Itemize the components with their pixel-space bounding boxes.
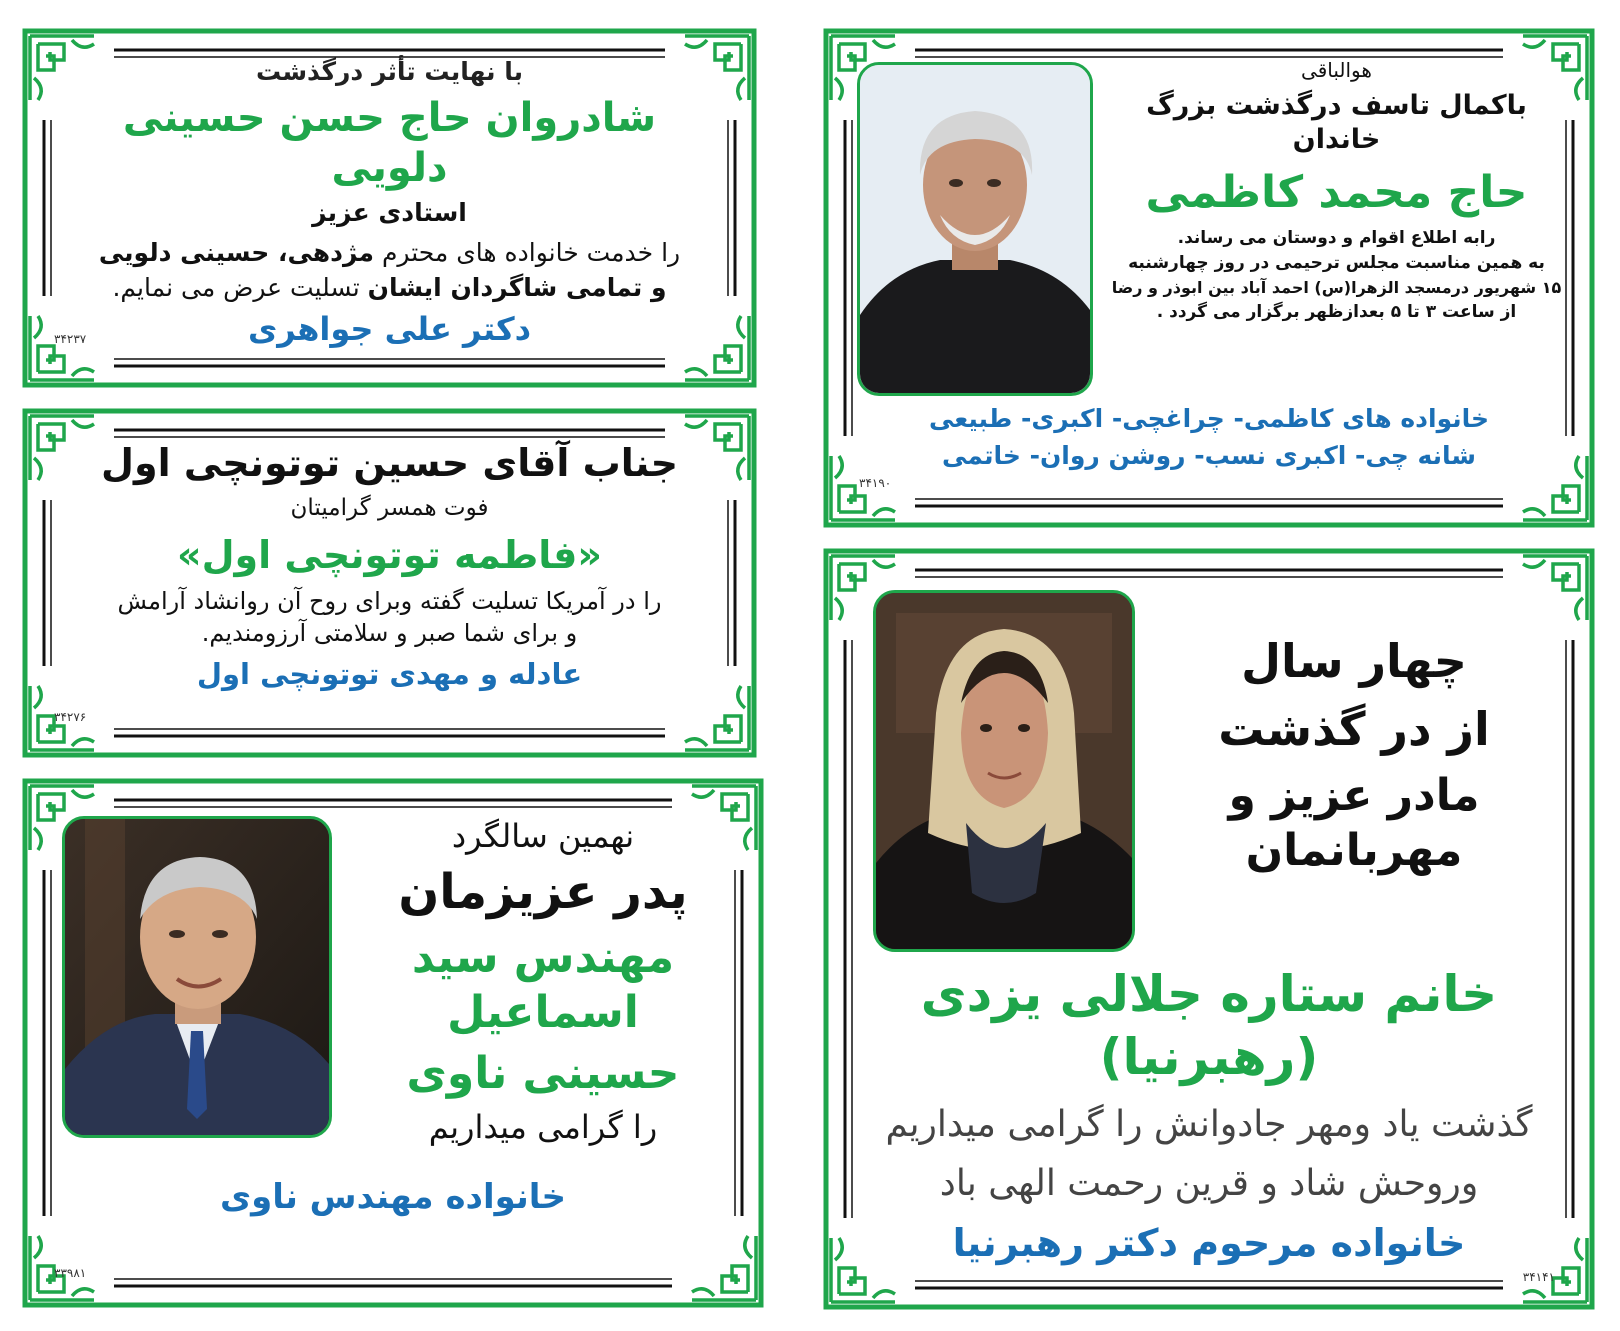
remembrance-line-2: وروحش شاد و قرین رحمت الهی باد [939, 1163, 1479, 1204]
portrait-photo [873, 590, 1135, 952]
notice-kazemi [823, 28, 1595, 528]
relation-line: پدر عزیزمان [398, 864, 688, 920]
portrait-man-suit-icon [65, 819, 329, 1135]
notice-hasan-hosseini [22, 28, 757, 388]
signature: خانواده مرحوم دکتر رهبرنیا [952, 1221, 1466, 1265]
anniversary-line: نهمین سالگرد [451, 817, 635, 855]
condolence-line-2: و تمامی شاگردان ایشان تسلیت عرض می نمایم. [112, 272, 667, 302]
deceased-name: حاج محمد کاظمی [1145, 166, 1528, 218]
intro-line: فوت همسر گرامیتان [290, 494, 489, 521]
condolence-line-2: و برای شما صبر و سلامتی آرزومندیم. [201, 618, 578, 647]
condolence-line-1: را خدمت خانواده های محترم مژدهی، حسینی دلویی [98, 237, 681, 267]
portrait-woman-scarf-icon [876, 593, 1132, 949]
portrait-photo [62, 816, 332, 1138]
intro-line: هوالباقی [1301, 58, 1372, 82]
remembrance-line-1: گذشت یاد ومهر جادوانش را گرامی میداریم [885, 1104, 1533, 1145]
relation-line: مادر عزیز و مهربانمان [1228, 770, 1480, 876]
notice-tootoonchi [22, 408, 757, 758]
intro-line: با نهایت تأثر درگذشت [256, 57, 523, 86]
deceased-name-line-1: مهندس سید اسماعیل [411, 932, 675, 1038]
ad-code: ۳۳۹۸۱ [54, 1266, 87, 1280]
details-line-1: رابه اطلاع اقوام و دوستان می رساند. [1177, 227, 1496, 248]
portrait-photo [857, 62, 1093, 396]
signature: دکتر علی جواهری [247, 310, 532, 348]
deceased-name: شادروان حاج حسن حسینی دلویی [122, 95, 657, 192]
notice-jalali-yazdi [823, 548, 1595, 1310]
announcement-line: باکمال تاسف درگذشت بزرگ خاندان [1146, 90, 1527, 155]
details-line-3: ۱۵ شهریور درمسجد الزهرا(س) احمد آباد بین ابوذر و رضا [1111, 278, 1562, 297]
signature: عادله و مهدی توتونچی اول [196, 656, 583, 691]
details-line-4: از ساعت ۳ تا ۵ بعدازظهر برگزار می گردد . [1156, 302, 1517, 322]
anniversary-line: چهار سال [1241, 634, 1467, 688]
signature-line-2: شانه چی- اکبری نسب- روشن روان- خاتمی [942, 441, 1476, 471]
deceased-name: «فاطمه توتونچی اول» [177, 533, 602, 578]
portrait-elderly-man-icon [860, 65, 1090, 393]
notice-navi [22, 778, 764, 1308]
condolence-line-1: را در آمریکا تسلیت گفته وبرای روح آن روانشاد آرامش [117, 586, 662, 615]
signature: خانواده مهندس ناوی [220, 1177, 566, 1217]
signature-line-1: خانواده های کاظمی- چراغچی- اکبری- طبیعی [928, 404, 1490, 433]
deceased-name: خانم ستاره جلالی یزدی (رهبرنیا) [920, 965, 1498, 1086]
ad-code: ۳۴۱۹۰ [859, 476, 892, 490]
addressee: جناب آقای حسین توتونچی اول [101, 441, 678, 485]
anniversary-line-2: از در گذشت [1218, 701, 1490, 756]
ad-code: ۳۴۱۴۱ [1522, 1270, 1555, 1284]
ad-code: ۳۴۲۷۶ [54, 710, 87, 724]
ad-code: ۳۴۲۳۷ [54, 332, 87, 346]
relation-line: استادی عزیز [312, 198, 467, 228]
details-line-2: به همین مناسبت مجلس ترحیمی در روز چهارشنبه [1128, 252, 1545, 273]
remembrance-line: را گرامی میداریم [428, 1108, 658, 1146]
deceased-name-line-2: حسینی ناوی [406, 1048, 680, 1099]
